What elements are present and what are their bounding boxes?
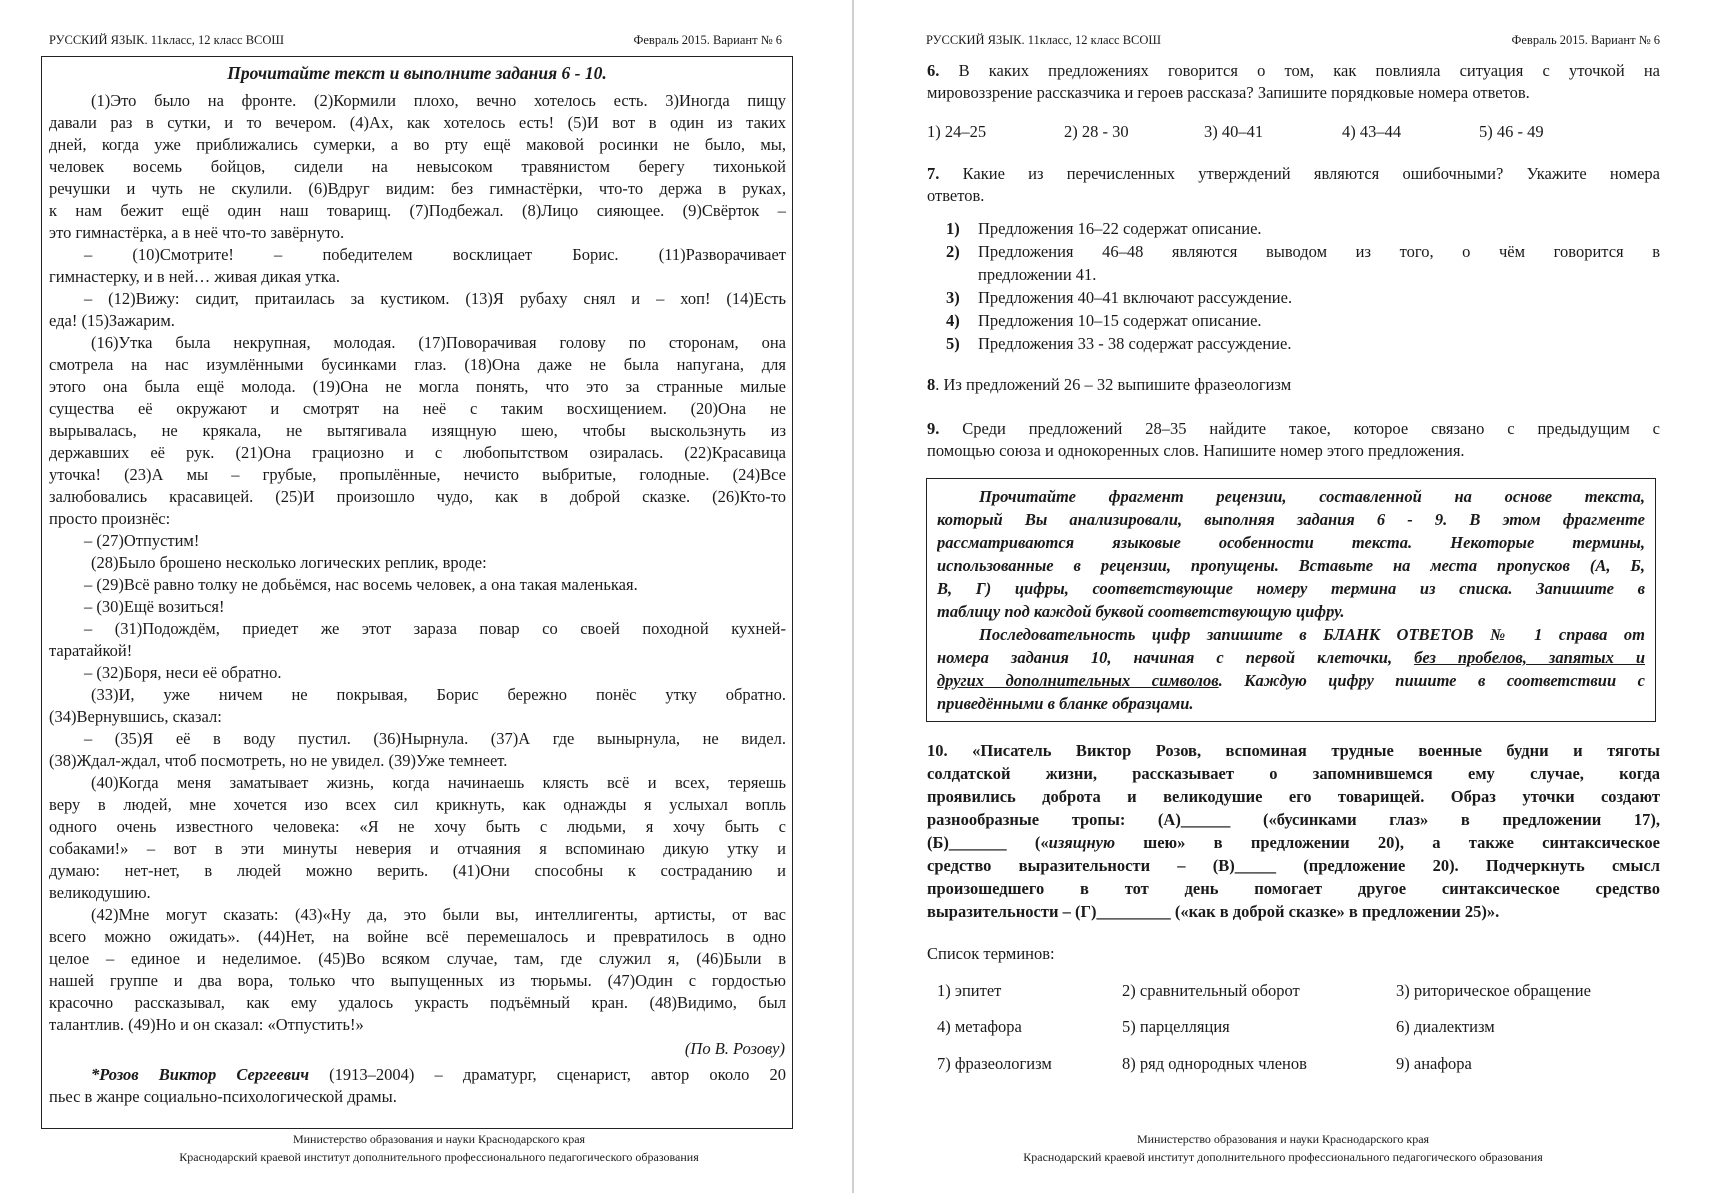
text-line: веру в людей, мне хочется изо всех сил крикнуть, как однажды я услыхал вопль	[49, 795, 786, 814]
text-line: гимнастерку, и в ней… живая дикая утка.	[49, 267, 340, 286]
text-line: еда! (15)Зажарим.	[49, 311, 175, 330]
q6-option: 5) 46 - 49	[1479, 122, 1544, 141]
text-line: – (30)Ещё возиться!	[84, 597, 225, 616]
terms-title: Список терминов:	[927, 944, 1055, 963]
q10-line: средство выразительности – (В)_____ (предложение 20). Подчеркнуть смысл	[927, 856, 1660, 875]
q6-option: 2) 28 - 30	[1064, 122, 1129, 141]
q6-option: 3) 40–41	[1204, 122, 1264, 141]
q7-text: Какие из перечисленных утверждений являются ошибочными? Укажите номера	[939, 164, 1660, 183]
author-note-line-1	[49, 1065, 786, 1086]
text-line: существа её окружают и смотрят на неё с таким восхищением. (20)Она не	[49, 399, 786, 418]
text-line: целое – единое и неделимое. (45)Во всяком случае, там, где служил я, (46)Были в	[49, 949, 786, 968]
q7-number: 7.	[927, 164, 940, 183]
box-line: Последовательность цифр запишите в БЛАНК ОТВЕТОВ № 1 справа от	[979, 625, 1645, 644]
term-item: 3) риторическое обращение	[1396, 981, 1591, 1000]
footer-ministry: Министерство образования и науки Краснодарского края	[292, 1132, 586, 1146]
text-line: – (29)Всё равно толку не добьёмся, нас восемь человек, а она такая маленькая.	[84, 575, 638, 594]
page-divider	[852, 0, 854, 1193]
text-line: (16)Утка была некрупная, молодая. (17)Поворачивая голову по сторонам, она	[91, 333, 786, 352]
q7-statement: 4) Предложения 10–15 содержат описание.	[946, 311, 1262, 330]
text-line: (40)Когда меня заматывает жизнь, когда начинаешь клясть всё и всех, теряешь	[91, 773, 786, 792]
q7-statement: 2) Предложения 46–48 являются выводом из того, о чём говорится в	[946, 242, 1660, 261]
term-item: 6) диалектизм	[1396, 1017, 1495, 1036]
term-item: 9) анафора	[1396, 1054, 1472, 1073]
q10-line: проявились доброта и великодушие его товарищей. Образ уточки создают	[927, 787, 1660, 806]
q10-line: разнообразные тропы: (А)______ («бусинками глаз» в предложении 17),	[927, 810, 1660, 829]
header-right: Февраль 2015. Вариант № 6	[1511, 33, 1660, 47]
underlined-rule: других дополнительных символов	[937, 671, 1219, 690]
text-line: человек восемь бойцов, сидели на невысоком травянистом берегу тихонькой	[49, 157, 786, 176]
q9-line-2: помощью союза и однокоренных слов. Напишите номер этого предложения.	[927, 441, 1465, 460]
q6-number: 6.	[927, 61, 940, 80]
text-line: дней, когда уже приближались сумерки, а во рту ещё маковой росинки не было, мы,	[49, 135, 786, 154]
instructions-box	[926, 478, 1656, 722]
text-line: думаю: нет-нет, в людей можно верить. (41)Они способны к состраданию и	[49, 861, 786, 880]
footer-institute: Краснодарский краевой институт дополнительного профессионального педагогического образования	[1023, 1150, 1543, 1164]
q6-option: 4) 43–44	[1342, 122, 1402, 141]
text-line: этого она была ещё молода. (19)Она не могла понять, что это за странные милые	[49, 377, 786, 396]
q8-number: 8	[927, 375, 936, 394]
header-right: Февраль 2015. Вариант № 6	[633, 33, 782, 47]
q8-line	[927, 375, 1660, 396]
q7-statement: 3) Предложения 40–41 включают рассуждение.	[946, 288, 1293, 307]
box-line: номера задания 10, начиная с первой клеточки, без пробелов, запятых и	[937, 648, 1645, 667]
term-item: 1) эпитет	[937, 981, 1002, 1000]
text-line: это гимнастёрка, а в неё что-то завёрнуто.	[49, 223, 345, 242]
text-line: (34)Вернувшись, сказал:	[49, 707, 222, 726]
text-line: смотрела на нас изумлёнными бусинками глаз. (18)Она даже не была напугана, для	[49, 355, 786, 374]
q6-text: В каких предложениях говорится о том, как повлияла ситуация с уточкой на	[939, 61, 1660, 80]
text-line: собаками!» – вот в эти минуты неверия и отчаяния я вспоминаю дикую утку и	[49, 839, 786, 858]
box-line: таблицу под каждой буквой соответствующую цифру.	[937, 602, 1345, 621]
footer-institute: Краснодарский краевой институт дополнительного профессионального педагогического образования	[179, 1150, 699, 1164]
text-line: (42)Мне могут сказать: (43)«Ну да, это были вы, интеллигенты, артисты, от вас	[91, 905, 786, 924]
q10-line: выразительности – (Г)_________ («как в доброй сказке» в предложении 25)».	[927, 902, 1500, 921]
q6-option: 1) 24–25	[927, 122, 987, 141]
box-line: других дополнительных символов. Каждую цифру пишите в соответствии с	[937, 671, 1645, 690]
box-line: приведёнными в бланке образцами.	[937, 694, 1194, 713]
text-frame	[41, 56, 793, 1129]
q9-text: Среди предложений 28–35 найдите такое, которое связано с предыдущим с	[939, 419, 1660, 438]
q10-line: 10. «Писатель Виктор Розов, вспоминая трудные военные будни и тяготы	[927, 741, 1660, 760]
text-line: – (10)Смотрите! – победителем восклицает Борис. (11)Разворачивает	[84, 245, 786, 264]
header-left: РУССКИЙ ЯЗЫК. 11класс, 12 класс ВСОШ	[926, 33, 1162, 47]
box-line: Прочитайте фрагмент рецензии, составленной на основе текста,	[979, 487, 1645, 506]
text-line: великодушию.	[49, 883, 151, 902]
term-item: 7) фразеологизм	[937, 1054, 1052, 1073]
q6-line-1	[927, 61, 1660, 82]
q6-line-2: мировоззрение рассказчика и героев рассказа? Запишите порядковые номера ответов.	[927, 83, 1530, 102]
q9-line-1	[927, 419, 1660, 440]
text-line: – (31)Подождём, приедет же этот зараза повар со своей походной кухней-	[84, 619, 786, 638]
text-line: (33)И, уже ничем не покрывая, Борис бережно понёс утку обратно.	[91, 685, 786, 704]
underlined-rule: без пробелов, запятых и	[1414, 648, 1645, 667]
q7-statement: 5) Предложения 33 - 38 содержат рассуждение.	[946, 334, 1292, 353]
term-item: 8) ряд однородных членов	[1122, 1054, 1307, 1073]
term-item: 2) сравнительный оборот	[1122, 981, 1300, 1000]
text-line: – (27)Отпустим!	[84, 531, 200, 550]
footer-ministry: Министерство образования и науки Краснодарского края	[1136, 1132, 1430, 1146]
box-line: рассматриваются языковые особенности текста. Некоторые термины,	[937, 533, 1645, 552]
q7-line-1	[927, 164, 1660, 185]
text-line: давали раз в сутки, и то вечером. (4)Ах, как хотелось есть! (5)И вот в один из таких	[49, 113, 786, 132]
text-line: (38)Ждал-ждал, чтоб посмотреть, но не увидел. (39)Уже темнеет.	[49, 751, 508, 770]
text-line: вырывалась, не крякала, не вытягивала изящную шею, чтобы выскользнуть из	[49, 421, 786, 440]
text-line: одного очень известного человека: «Я не хочу быть с людьми, я хочу быть с	[49, 817, 786, 836]
author-note-line-2: пьес в жанре социально-психологической драмы.	[49, 1087, 397, 1106]
text-line: красочно рассказывал, как ему удалось украсть подъёмный кран. (48)Видимо, был	[49, 993, 786, 1012]
q7-line-2: ответов.	[927, 186, 985, 205]
text-line: нашей группе и два вора, только что выпущенных из тюрьмы. (47)Один с гордостью	[49, 971, 786, 990]
box-line: В, Г) цифры, соответствующие номеру термина из списка. Запишите в	[937, 579, 1645, 598]
text-line: талантлив. (49)Но и он сказал: «Отпустить!»	[49, 1015, 364, 1034]
text-line: (28)Было брошено несколько логических реплик, вроде:	[91, 553, 487, 572]
text-line: – (12)Вижу: сидит, притаилась за кустиком. (13)Я рубаху снял и – хоп! (14)Есть	[84, 289, 786, 308]
q7-statement-continued: предложении 41.	[978, 265, 1097, 284]
text-line: – (35)Я её в воду пустил. (36)Нырнула. (37)А где вынырнула, не видел.	[84, 729, 786, 748]
text-line: залюбовались красавицей. (25)И произошло чудо, как в доброй сказке. (26)Кто-то	[49, 487, 786, 506]
text-line: уточка! (23)А мы – грубые, пропылённые, нечисто выбритые, голодные. (24)Все	[49, 465, 786, 484]
text-line: речушки и чуть не скулили. (6)Вдруг видим: без гимнастёрки, что-то держа в руках,	[49, 179, 786, 198]
q10-line: (Б)_______ («изящную шею» в предложении 20), а также синтаксическое	[927, 833, 1660, 852]
q7-statement: 1) Предложения 16–22 содержат описание.	[946, 219, 1262, 238]
left-page	[0, 0, 850, 1193]
author-bio: (1913–2004) – драматург, сценарист, автор около 20	[308, 1065, 786, 1084]
text-line: просто произнёс:	[49, 509, 171, 528]
box-line: использованные в рецензии, пропущены. Вставьте на места пропусков (А, Б,	[937, 556, 1645, 575]
attribution: (По В. Розову)	[684, 1039, 785, 1058]
term-item: 5) парцелляция	[1122, 1017, 1230, 1036]
box-line: который Вы анализировали, выполняя задания 6 - 9. В этом фрагменте	[937, 510, 1645, 529]
q8-text: . Из предложений 26 – 32 выпишите фразеологизм	[935, 375, 1292, 394]
text-line: (1)Это было на фронте. (2)Кормили плохо, вечно хотелось есть. 3)Иногда пищу	[91, 91, 786, 110]
text-line: к нам бежит ещё один наш товарищ. (7)Подбежал. (8)Лицо сияющее. (9)Свёрток –	[49, 201, 786, 220]
text-line: таратайкой!	[49, 641, 133, 660]
text-line: всего можно ожидать». (44)Нет, на войне всё перемешалось и превратилось в одно	[49, 927, 786, 946]
text-title: Прочитайте текст и выполните задания 6 - 10.	[227, 63, 607, 83]
header-left: РУССКИЙ ЯЗЫК. 11класс, 12 класс ВСОШ	[49, 33, 285, 47]
q9-number: 9.	[927, 419, 940, 438]
text-line: державших её рук. (21)Она грациозно и с любопытством озиралась. (22)Красавица	[49, 443, 786, 462]
term-item: 4) метафора	[937, 1017, 1022, 1036]
author-name: *Розов Виктор Сергеевич	[91, 1065, 309, 1084]
text-line: – (32)Боря, неси её обратно.	[84, 663, 282, 682]
q10-line: солдатской жизни, рассказывает о запомнившемся ему случае, когда	[927, 764, 1660, 783]
q10-line: произошедшего в тот день помогает другое синтаксическое средство	[927, 879, 1660, 898]
